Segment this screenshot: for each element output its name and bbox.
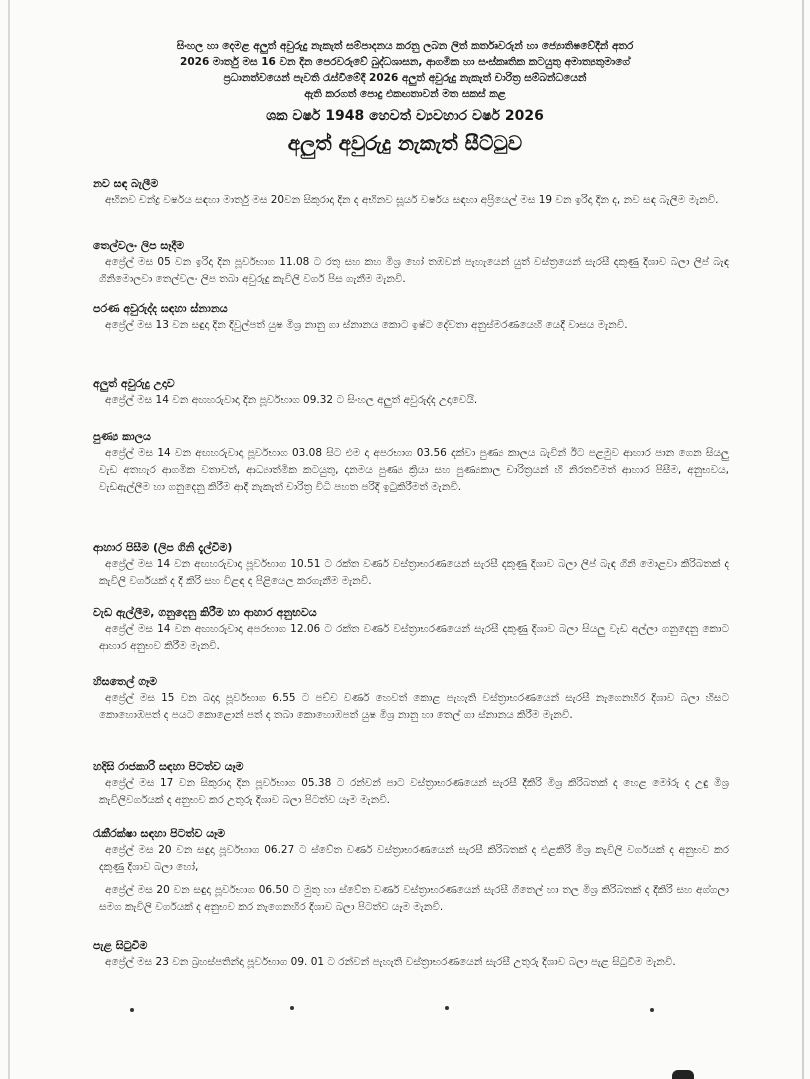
section-work-transactions [93, 605, 729, 655]
header-line-2: 2026 මාර්තු මස 16 වන දින පෙරවරුවේ බුද්ධශාසන, ආගමික හා සංස්කෘතික කටයුතු අමාත්‍යතුමාගේ [180, 56, 630, 68]
section-old-year-bath [93, 301, 729, 334]
section-employment [93, 826, 729, 916]
section-new-moon [93, 176, 729, 209]
section-body: අප්‍රේල් මස 05 වන ඉරිදා දින පූර්වභාග 11.08 ට රතු සහ කහ මිශ්‍ර හෝ තඹවන් පැහැයෙන් යුත් වස්ත්‍රයෙන් සැරසී දකුණු දිශාව බලා ලිප් බැඳ ගිනිමොලවා තෙල්වලං ලිප තබා අවුරුදු කැවිලි වර්ග පිස ගැනීම මැනවි. [99, 256, 729, 285]
section-title: නව සඳ බැලීම [93, 177, 159, 190]
section-body: අප්‍රේල් මස 13 වන සඳුදා දින දිවුල්පත් යුෂ මිශ්‍ර නානු ගා ස්නානය කොට ඉෂ්ට දේවතා අනුස්මරණයෙහි යෙදී වාසය මැනවි. [105, 319, 628, 331]
section-body-alt: අප්‍රේල් මස 20 වන සඳුදා පූර්වභාග 06.50 ට මුතු හා ස්වේත වර්ණ වස්ත්‍රාභරණයෙන් සැරසී ගිතෙල් හා තල මිශ්‍ර කිරිබතක් ද දීකිරි සහ අග්ගලා සමග කැවිලි වර්ගයක් ද අනුභව කර නැගෙනහිර දිශාව බලා පිටත්ව යෑම මැනවි. [99, 884, 729, 913]
section-title: පැළ සිටුවීම [93, 939, 148, 952]
section-body: අප්‍රේල් මස 14 වන අඟහරුවාදා පූර්වභාග 10.51 ට රක්ත වර්ණ වස්ත්‍රාභරණයෙන් සැරසී දකුණු දිශාව බලා ලිප් බැඳ ගිනි මොළවා කිරිබතක් ද කැවිලි වර්ගයක් ද දී කිරි සහ විළඳ ද පිළියෙල කරගැනීම මැනවි. [99, 558, 729, 587]
header-line-1: සිංහල හා දෙමළ අලුත් අවුරුදු නැකැත් සම්පාදනය කරනු ලබන ලිත් කර්තෘවරුන් හා ජ්‍යොතිෂවේදීන් අතර [176, 40, 634, 52]
section-body: අප්‍රේල් මස 14 වන අඟහරුවාදා දින පූර්වභාග 09.32 ට සිංහල අලුත් අවුරුද්ද උදාවෙයි. [105, 394, 478, 406]
section-body: අප්‍රේල් මස 17 වන සිකුරාදා දින පූර්වභාග 05.38 ට රන්වන් පාට වස්ත්‍රාභරණයෙන් සැරසී දීකිරි මිශ්‍ර කිරිබතක් ද හෙළ මෝරු ද උඳු මිශ්‍ර කැවිලිවර්ගයක් ද අනුභව කර උතුරු දිශාව බලා පිටත්ව යෑම මැනවි. [99, 777, 729, 806]
header-line-3: ප්‍රධානත්වයෙන් පැවති රැස්වීමේදී 2026 අලුත් අවුරුදු නැකැත් චාරිත්‍ර සම්බන්ධයෙන් [223, 72, 587, 84]
header-line-4: ඇති කරගත් පොදු එකඟතාවන් මත සකස් කළ [304, 88, 506, 100]
section-body: අප්‍රේල් මස 20 වන සඳුදා පූර්වභාග 06.27 ට ස්වේත වර්ණ වස්ත්‍රාභරණයෙන් සැරසී කිරිබතක් ද එළකිරි මිශ්‍ර කැවිලි වර්ගයක් ද අනුභව කර දකුණු දිශාව බලා හෝ, [99, 844, 729, 873]
section-title: අලුත් අවුරුදු උදාව [93, 377, 175, 390]
page-edge-left [8, 0, 10, 1079]
section-title: රැකීරක්ෂා සඳහා පිටත්ව යෑම [93, 827, 226, 840]
section-cooking [93, 540, 729, 590]
section-body: අප්‍රේල් මස 14 වන අඟහරුවාදා පූර්වභාග 03.08 සිට එම දා අපරභාග 03.56 දක්වා පුණ්‍ය කාලය බැවින් ඊට පළමුව ආහාර පාන ගෙන සියලු වැඩ අතහැර ආගමික වතාවත්, ආධ්‍යාත්මික කටයුතු, දානමය පුණ්‍ය ක්‍රියා සහ පුණ්‍යකාල චාරිත්‍රයන් හි නිරතවීමත් ආහාර පිසීම, අනුභවය, වැඩඇල්ලීම හා ගනුදෙනු කිරීම ආදී නැකැත් චාරිත්‍ර විධි පහත පරිදි ඉටුකිරීමත් මැනවි. [99, 447, 729, 493]
section-planting [93, 938, 729, 971]
section-title: පරණ අවුරුද්ද සඳහා ස්නානය [93, 302, 228, 315]
section-body: අප්‍රේල් මස 14 වන අඟහරුවාදා අපරභාග 12.06 ට රක්ත වර්ණ වස්ත්‍රාභරණයෙන් සැරසී දකුණු දිශාව බලා සියලු වැඩ අල්ලා ගනුදෙනු කොට ආහාර අනුභව කිරීම මැනවි. [99, 623, 729, 652]
scan-speck [130, 1008, 134, 1012]
section-new-year-dawn [93, 376, 729, 409]
section-body: අභිනව චන්ද්‍ර වර්ෂය සඳහා මාර්තු මස 20වන සිකුරාදා දින ද අභිනව සූර්ය වර්ෂය සඳහා අප්‍රියෙල් මස 19 වන ඉරිදා දින ද, නව සඳ බැලීම මැනවි. [105, 194, 719, 206]
section-auspicious-period [93, 429, 729, 496]
section-title: පුණ්‍ය කාලය [93, 430, 151, 443]
page-title: අලුත් අවුරුදු නැකැත් සීට්ටුව [287, 131, 523, 155]
section-title: හදිසි රාජකාරි සඳහා පිටත්ව යෑම [93, 760, 244, 773]
section-body: අප්‍රේල් මස 15 වන බදාදා පූර්වභාග 6.55 ට පච්ච වර්ණ හෙවත් කොළ පැහැති වස්ත්‍රාභරණයෙන් සැරසී නැගෙනහිර දිශාව බලා හිසට කොහොඹපත් ද පයට කොළොන් පත් ද තබා කොහොඹපත් යුෂ මිශ්‍ර නානු හා තෙල් ගා ස්නානය කිරීම මැනවි. [99, 692, 729, 721]
page-edge-right [802, 0, 804, 1079]
section-body: අප්‍රේල් මස 23 වන බ්‍රහස්පතින්දා පූර්වභාග 09. 01 ට රන්වන් පැහැති වස්ත්‍රාභරණයෙන් සැරසී උතුරු දිශාව බලා පැළ සිටුවීම මැනවි. [105, 956, 676, 968]
section-urgent-duty [93, 759, 729, 809]
section-oil-hearth [93, 238, 729, 288]
scan-corner-mark [672, 1070, 694, 1079]
scan-speck [445, 1006, 449, 1010]
section-oil-anointing [93, 674, 729, 724]
document-header [90, 38, 720, 157]
section-title: තෙල්වලං ලිප සෑදීම [93, 239, 185, 252]
section-title: හිසතෙල් ගෑම [93, 675, 158, 688]
section-title: වැඩ ඇල්ලීම, ගනුදෙනු කිරීම හා ආහාර අනුභවය [93, 606, 317, 619]
scan-speck [650, 1008, 654, 1012]
scan-speck [290, 1006, 294, 1010]
section-title: ආහාර පිසීම (ලිප ගිනි දැල්වීම) [93, 541, 233, 554]
era-line: ශක වර්ෂ 1948 හෙවත් ව්‍යවහාර වර්ෂ 2026 [266, 108, 544, 124]
